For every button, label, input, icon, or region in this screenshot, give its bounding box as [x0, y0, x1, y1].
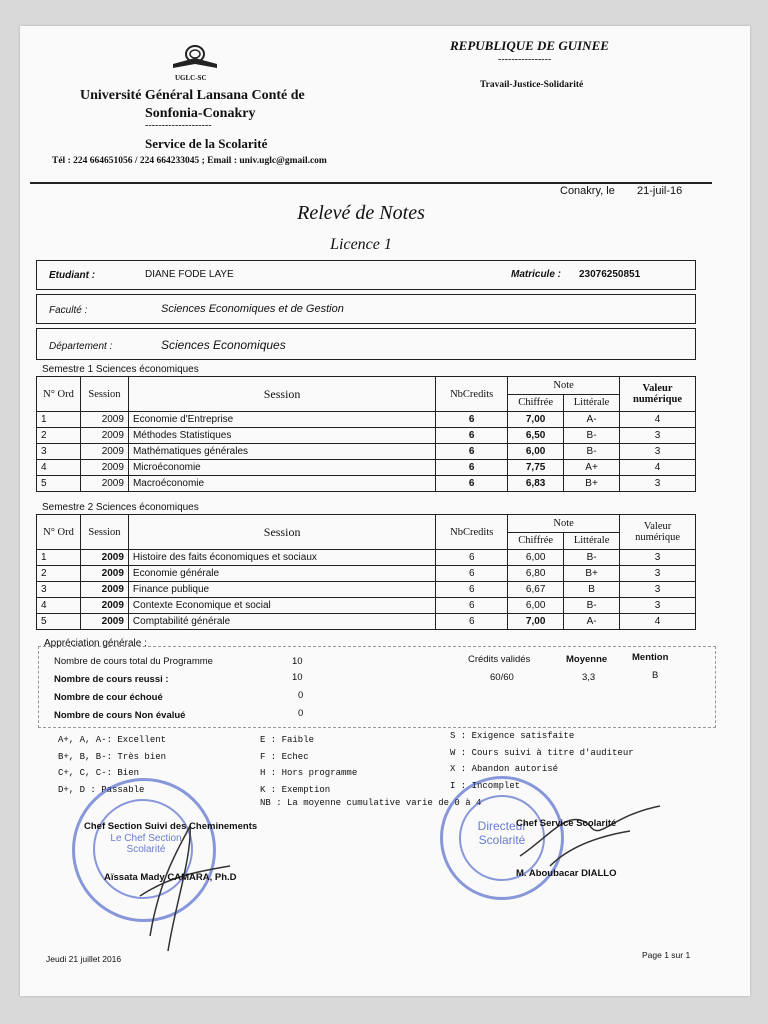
- left-stamp-text: Le Chef Section Scolarité: [110, 833, 182, 855]
- cell-note: 6,00: [508, 598, 564, 614]
- table-row: [37, 598, 696, 614]
- legend-item: D+, D : Passable: [58, 784, 145, 795]
- col-session: Session: [80, 515, 128, 550]
- republic-motto: Travail-Justice-Solidarité: [480, 80, 584, 90]
- student-label: Etudiant :: [49, 270, 96, 281]
- republic-title: REPUBLIQUE DE GUINEE: [450, 38, 609, 53]
- legend-item: S : Exigence satisfaite: [450, 731, 575, 741]
- cell-year: 2009: [80, 412, 128, 428]
- cell-letter: A-: [564, 614, 620, 630]
- semester1-title: Semestre 1 Sciences économiques: [42, 364, 199, 375]
- republic-dashes: ----------------: [498, 54, 552, 65]
- credits-validated-value: 60/60: [490, 672, 514, 683]
- valeur-line2: numérique: [635, 532, 680, 543]
- cell-ord: 2: [37, 428, 81, 444]
- cell-credits: 6: [436, 412, 508, 428]
- cell-ord: 5: [37, 476, 81, 492]
- cell-year: 2009: [80, 614, 128, 630]
- cell-year: 2009: [80, 566, 128, 582]
- footer-date: Jeudi 21 juillet 2016: [46, 954, 122, 964]
- department-box: [36, 328, 696, 360]
- table-header-row: [37, 515, 696, 533]
- cell-year: 2009: [80, 444, 128, 460]
- table-row: [37, 444, 696, 460]
- faculty-label: Faculté :: [49, 305, 88, 316]
- cell-credits: 6: [436, 566, 508, 582]
- cell-year: 2009: [80, 460, 128, 476]
- university-name: Université Général Lansana Conté de: [80, 88, 305, 103]
- cell-value: 3: [620, 598, 696, 614]
- cell-course: Histoire des faits économiques et sociaux: [128, 550, 435, 566]
- service-name: Service de la Scolarité: [145, 136, 268, 151]
- matricule-value: 23076250851: [579, 269, 641, 280]
- cell-letter: B-: [564, 428, 620, 444]
- passed-courses-value: 10: [292, 672, 303, 683]
- legend-item: K : Exemption: [260, 784, 331, 795]
- cell-letter: A-: [564, 412, 620, 428]
- department-value: Sciences Economiques: [161, 338, 286, 352]
- cell-note: 7,00: [508, 614, 564, 630]
- mention-value: B: [652, 670, 659, 681]
- average-value: 3,3: [582, 672, 596, 683]
- legend-item: I : Incomplet: [450, 780, 521, 791]
- appreciation-title: Appréciation générale :: [44, 638, 147, 649]
- cell-year: 2009: [80, 582, 128, 598]
- col-ord: N° Ord: [37, 515, 81, 550]
- semester2-table: [36, 514, 696, 630]
- header-rule: [30, 182, 712, 184]
- cell-value: 3: [620, 476, 696, 492]
- cell-note: 7,75: [508, 460, 564, 476]
- col-valeur: [620, 515, 696, 550]
- legend-note: NB : La moyenne cumulative varie de 0 à 4: [260, 798, 482, 808]
- place-label: Conakry, le: [560, 185, 615, 197]
- cell-ord: 4: [37, 460, 81, 476]
- semester2-title: Semestre 2 Sciences économiques: [42, 502, 199, 513]
- left-signatory-name: Aïssata Mady CAMARA, Ph.D: [104, 872, 237, 883]
- cell-course: Microéconomie: [128, 460, 435, 476]
- cell-credits: 6: [436, 550, 508, 566]
- table-row: [37, 412, 696, 428]
- total-courses-label: Nombre de cours total du Programme: [54, 656, 213, 667]
- col-chiffree: Chiffrée: [508, 394, 564, 412]
- valeur-line2: numérique: [633, 394, 683, 405]
- cell-letter: B: [564, 582, 620, 598]
- col-litterale: Littérale: [564, 394, 620, 412]
- cell-note: 7,00: [508, 412, 564, 428]
- university-logo-icon: [165, 40, 225, 76]
- document-title: Relevé de Notes: [297, 202, 425, 224]
- matricule-label: Matricule :: [511, 269, 562, 280]
- cell-credits: 6: [436, 428, 508, 444]
- col-session: Session: [80, 377, 128, 412]
- credits-validated-label: Crédits validés: [468, 654, 531, 665]
- footer-page: Page 1 sur 1: [642, 950, 691, 960]
- right-signatory-name: M. Aboubacar DIALLO: [516, 868, 617, 879]
- cell-letter: B-: [564, 598, 620, 614]
- cell-course: Economie générale: [128, 566, 435, 582]
- cell-course: Economie d'Entreprise: [128, 412, 435, 428]
- cell-course: Comptabilité générale: [128, 614, 435, 630]
- cell-credits: 6: [436, 598, 508, 614]
- legend-item: W : Cours suivi à titre d'auditeur: [450, 747, 634, 758]
- legend-item: C+, C, C-: Bien: [58, 768, 140, 778]
- col-note: Note: [508, 515, 620, 533]
- student-box: [36, 260, 696, 290]
- cell-value: 3: [620, 444, 696, 460]
- col-valeur: [620, 377, 696, 412]
- legend-item: X : Abandon autorisé: [450, 764, 559, 774]
- document-page: [20, 26, 750, 996]
- cell-letter: B+: [564, 476, 620, 492]
- cell-letter: B-: [564, 444, 620, 460]
- left-signature-icon: [120, 816, 240, 956]
- cell-ord: 5: [37, 614, 81, 630]
- cell-value: 3: [620, 428, 696, 444]
- legend-item: F : Echec: [260, 751, 309, 762]
- cell-course: Contexte Economique et social: [128, 598, 435, 614]
- cell-course: Macroéconomie: [128, 476, 435, 492]
- cell-note: 6,50: [508, 428, 564, 444]
- legend-item: B+, B, B-: Très bien: [58, 751, 167, 762]
- valeur-line1: Valeur: [643, 521, 672, 532]
- cell-year: 2009: [80, 598, 128, 614]
- mention-label: Mention: [632, 652, 669, 663]
- cell-value: 4: [620, 460, 696, 476]
- table-row: [37, 582, 696, 598]
- col-ord: N° Ord: [37, 377, 81, 412]
- cell-ord: 1: [37, 412, 81, 428]
- col-course: Session: [128, 377, 435, 412]
- cell-ord: 3: [37, 444, 81, 460]
- cell-note: 6,80: [508, 566, 564, 582]
- cell-credits: 6: [436, 460, 508, 476]
- valeur-line1: Valeur: [642, 383, 673, 394]
- cell-credits: 6: [436, 582, 508, 598]
- cell-value: 3: [620, 566, 696, 582]
- table-row: [37, 614, 696, 630]
- col-litterale: Littérale: [564, 532, 620, 550]
- legend-item: A+, A, A-: Excellent: [58, 735, 167, 745]
- right-stamp-text: Directeur Scolarité: [477, 819, 527, 847]
- average-label: Moyenne: [566, 654, 608, 665]
- cell-credits: 6: [436, 444, 508, 460]
- right-signature-icon: [510, 796, 670, 876]
- col-note: Note: [508, 377, 620, 395]
- document-subtitle: Licence 1: [330, 236, 392, 253]
- table-row: [37, 566, 696, 582]
- table-row: [37, 428, 696, 444]
- header-dashes: --------------------: [145, 120, 212, 131]
- cell-year: 2009: [80, 428, 128, 444]
- col-credits: NbCredits: [436, 515, 508, 550]
- table-row: [37, 550, 696, 566]
- col-course: Session: [128, 515, 435, 550]
- cell-value: 3: [620, 582, 696, 598]
- unevaluated-courses-value: 0: [298, 708, 304, 719]
- cell-value: 4: [620, 412, 696, 428]
- cell-letter: B+: [564, 566, 620, 582]
- cell-ord: 4: [37, 598, 81, 614]
- cell-note: 6,83: [508, 476, 564, 492]
- cell-year: 2009: [80, 476, 128, 492]
- university-city: Sonfonia-Conakry: [145, 106, 256, 121]
- cell-note: 6,00: [508, 444, 564, 460]
- semester1-table: [36, 376, 696, 492]
- cell-letter: B-: [564, 550, 620, 566]
- cell-ord: 3: [37, 582, 81, 598]
- total-courses-value: 10: [292, 656, 303, 667]
- col-credits: NbCredits: [436, 377, 508, 412]
- cell-note: 6,67: [508, 582, 564, 598]
- cell-course: Méthodes Statistiques: [128, 428, 435, 444]
- col-chiffree: Chiffrée: [508, 532, 564, 550]
- legend-item: H : Hors programme: [260, 768, 358, 778]
- student-name: DIANE FODE LAYE: [145, 269, 234, 280]
- failed-courses-value: 0: [298, 690, 304, 701]
- legend-item: E : Faible: [260, 735, 315, 745]
- failed-courses-label: Nombre de cour échoué: [54, 692, 163, 703]
- cell-credits: 6: [436, 476, 508, 492]
- cell-value: 3: [620, 550, 696, 566]
- department-label: Département :: [49, 341, 113, 352]
- cell-letter: A+: [564, 460, 620, 476]
- cell-ord: 1: [37, 550, 81, 566]
- cell-course: Mathématiques générales: [128, 444, 435, 460]
- table-row: [37, 476, 696, 492]
- legend-col2: [260, 732, 357, 798]
- cell-ord: 2: [37, 566, 81, 582]
- contact-line: Tél : 224 664651056 / 224 664233045 ; Email : univ.uglc@gmail.com: [52, 156, 327, 166]
- cell-year: 2009: [80, 550, 128, 566]
- cell-course: Finance publique: [128, 582, 435, 598]
- table-header-row: [37, 377, 696, 395]
- cell-note: 6,00: [508, 550, 564, 566]
- logo-label: UGLC-SC: [175, 74, 207, 82]
- left-signatory-title: Chef Section Suivi des Cheminements: [84, 821, 258, 832]
- table-row: [37, 460, 696, 476]
- cell-credits: 6: [436, 614, 508, 630]
- faculty-box: [36, 294, 696, 324]
- right-signatory-title: Chef Service Scolarité: [516, 818, 617, 829]
- cell-value: 4: [620, 614, 696, 630]
- issue-date: 21-juil-16: [637, 185, 683, 197]
- faculty-value: Sciences Economiques et de Gestion: [161, 303, 344, 315]
- passed-courses-label: Nombre de cours reussi :: [54, 674, 169, 685]
- unevaluated-courses-label: Nombre de cours Non évalué: [54, 710, 186, 721]
